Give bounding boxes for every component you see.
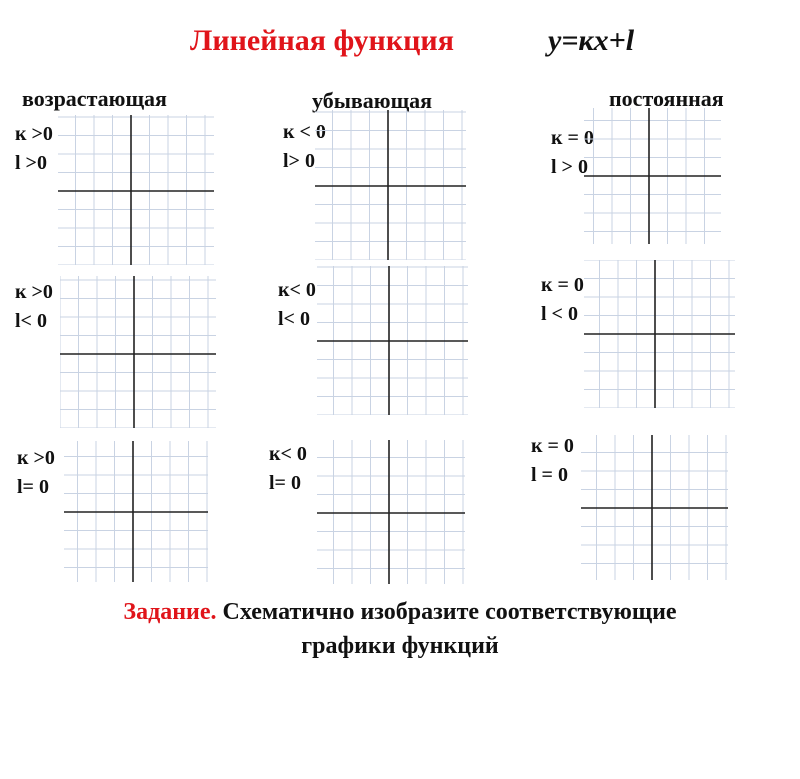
condition-label (531, 432, 574, 490)
l-condition: l > 0 (551, 156, 588, 178)
l-condition: l= 0 (269, 472, 301, 494)
coordinate-grid[interactable] (58, 115, 214, 265)
l-condition: l< 0 (15, 310, 47, 332)
task-text: Схематично изобразите соответствующие (222, 599, 677, 625)
k-condition: к < 0 (283, 121, 326, 143)
grid-svg (581, 435, 728, 580)
grid-svg (584, 260, 735, 408)
k-condition: к< 0 (269, 443, 307, 465)
coordinate-grid[interactable] (581, 435, 728, 580)
grid-svg (58, 115, 214, 265)
k-condition: к = 0 (541, 274, 584, 296)
column-heading-constant: постоянная (609, 86, 724, 111)
k-condition: к = 0 (551, 127, 594, 149)
l-condition: l> 0 (283, 150, 315, 172)
coordinate-grid[interactable] (315, 110, 466, 260)
l-condition: l< 0 (278, 308, 310, 330)
k-condition: к = 0 (531, 435, 574, 457)
coordinate-grid[interactable] (584, 108, 721, 244)
l-condition: l >0 (15, 152, 47, 174)
page-title: Линейная функция (190, 24, 454, 57)
l-condition: l= 0 (17, 476, 49, 498)
grid-svg (317, 266, 468, 415)
coordinate-grid[interactable] (317, 266, 468, 415)
grid-svg (315, 110, 466, 260)
k-condition: к >0 (15, 123, 53, 145)
grid-svg (584, 108, 721, 244)
column-heading-decreasing: убывающая (312, 88, 433, 113)
grid-svg (64, 441, 208, 582)
column-heading-increasing: возрастающая (22, 86, 167, 111)
coordinate-grid[interactable] (60, 276, 216, 428)
l-condition: l < 0 (541, 303, 578, 325)
k-condition: к< 0 (278, 279, 316, 301)
condition-label (17, 444, 55, 502)
grid-svg (317, 440, 465, 584)
coordinate-grid[interactable] (584, 260, 735, 408)
condition-label (269, 440, 307, 498)
k-condition: к >0 (17, 447, 55, 469)
condition-label (15, 278, 53, 336)
coordinate-grid[interactable] (64, 441, 208, 582)
l-condition: l = 0 (531, 464, 568, 486)
task-line-2: графики функций (301, 633, 499, 659)
coordinate-grid[interactable] (317, 440, 465, 584)
task-label: Задание. (123, 599, 217, 625)
formula: y=кx+l (548, 24, 635, 57)
task-line-1 (0, 596, 800, 628)
grid-svg (60, 276, 216, 428)
k-condition: к >0 (15, 281, 53, 303)
condition-label (541, 271, 584, 329)
condition-label (278, 276, 316, 334)
condition-label (15, 120, 53, 178)
